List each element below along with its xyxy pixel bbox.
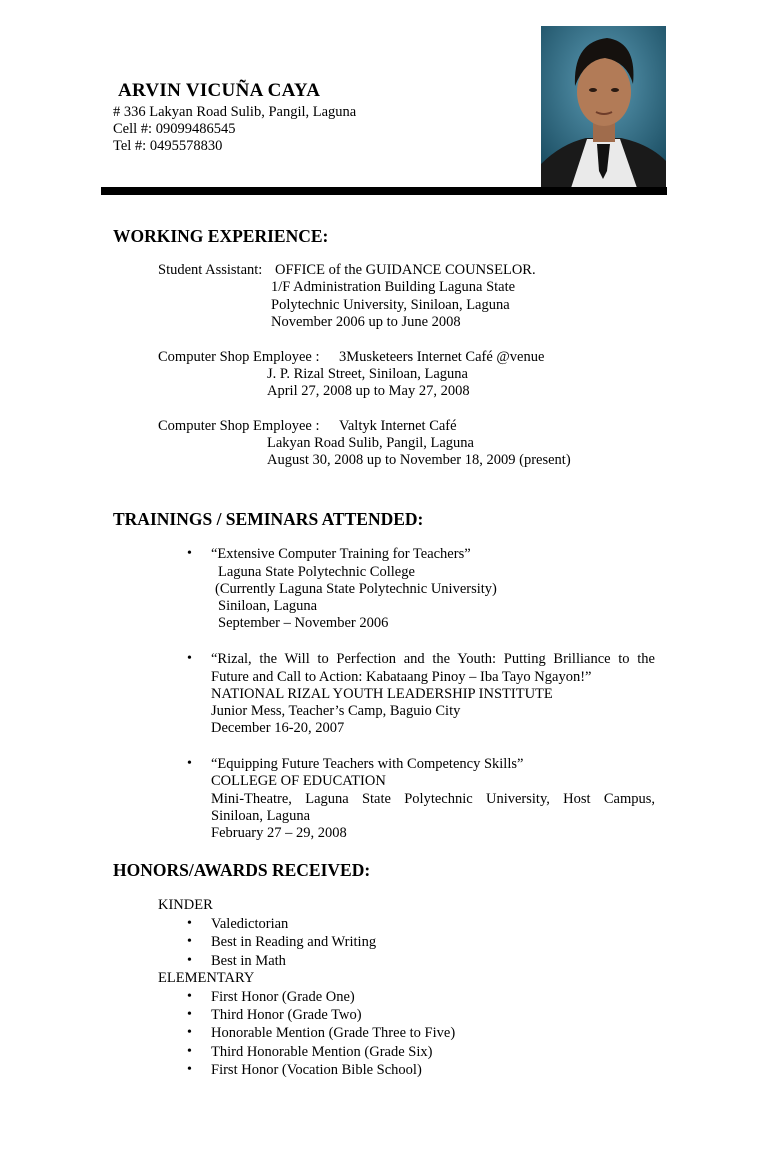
bullet-icon: • [187,953,192,968]
trainings-heading: TRAININGS / SEMINARS ATTENDED: [113,509,424,529]
job-1-role: Student Assistant: [158,262,263,278]
training-2-line: NATIONAL RIZAL YOUTH LEADERSHIP INSTITUTE [211,686,553,702]
job-1-employer: OFFICE of the GUIDANCE COUNSELOR. [275,262,536,278]
bullet-icon: • [187,989,192,1004]
honor-item: Valedictorian [211,916,289,932]
training-2-title-cont: Future and Call to Action: Kabataang Pinoy – Iba Tayo Ngayon!” [211,669,592,685]
honor-item: First Honor (Vocation Bible School) [211,1062,422,1078]
training-3-dates: February 27 – 29, 2008 [211,825,347,841]
job-2-employer: 3Musketeers Internet Café @venue [339,349,545,365]
bullet-icon: • [187,1007,192,1022]
profile-photo [541,26,666,188]
honor-item: Best in Math [211,953,286,969]
honor-item: Third Honorable Mention (Grade Six) [211,1044,433,1060]
working-experience-heading: WORKING EXPERIENCE: [113,226,329,246]
job-1-dates: November 2006 up to June 2008 [271,314,461,330]
bullet-icon: • [187,1025,192,1040]
training-1-title: “Extensive Computer Training for Teachers” [211,546,471,562]
job-2-role: Computer Shop Employee : [158,349,320,365]
job-3-employer: Valtyk Internet Café [339,418,457,434]
training-1-line: Siniloan, Laguna [218,598,318,614]
training-1-line: Laguna State Polytechnic College [218,564,415,580]
training-1-dates: September – November 2006 [218,615,389,631]
training-3-line: Siniloan, Laguna [211,808,311,824]
training-2-title: “Rizal, the Will to Perfection and the Youth: Putting Brilliance to the [211,651,655,667]
address-line: # 336 Lakyan Road Sulib, Pangil, Laguna [113,104,357,120]
tel-number: Tel #: 0495578830 [113,138,223,154]
job-2-dates: April 27, 2008 up to May 27, 2008 [267,383,470,399]
training-1-line: (Currently Laguna State Polytechnic University) [215,581,497,597]
job-3-detail: Lakyan Road Sulib, Pangil, Laguna [267,435,474,451]
training-3-title: “Equipping Future Teachers with Competency Skills” [211,756,524,772]
training-3-line: COLLEGE OF EDUCATION [211,773,386,789]
job-3-role: Computer Shop Employee : [158,418,320,434]
training-2-dates: December 16-20, 2007 [211,720,345,736]
bullet-icon: • [187,1062,192,1077]
bullet-icon: • [187,1044,192,1059]
bullet-icon: • [187,916,192,931]
header-divider [101,187,667,195]
honor-item: Honorable Mention (Grade Three to Five) [211,1025,456,1041]
job-2-detail: J. P. Rizal Street, Siniloan, Laguna [267,366,468,382]
job-3-dates: August 30, 2008 up to November 18, 2009 (present) [267,452,571,468]
job-1-detail: Polytechnic University, Siniloan, Laguna [271,297,510,313]
bullet-icon: • [187,756,192,771]
job-1-detail: 1/F Administration Building Laguna State [271,279,516,295]
honors-heading: HONORS/AWARDS RECEIVED: [113,860,371,880]
training-3-line: Mini-Theatre, Laguna State Polytechnic University, Host Campus, [211,791,655,807]
honor-item: First Honor (Grade One) [211,989,355,1005]
honors-group-kinder: KINDER [158,897,213,913]
cell-number: Cell #: 09099486545 [113,121,236,137]
training-2-line: Junior Mess, Teacher’s Camp, Baguio City [211,703,461,719]
honor-item: Third Honor (Grade Two) [211,1007,362,1023]
honors-group-elementary: ELEMENTARY [158,970,255,986]
bullet-icon: • [187,651,192,666]
resume-name: ARVIN VICUÑA CAYA [118,80,321,101]
honor-item: Best in Reading and Writing [211,934,377,950]
bullet-icon: • [187,546,192,561]
bullet-icon: • [187,934,192,949]
